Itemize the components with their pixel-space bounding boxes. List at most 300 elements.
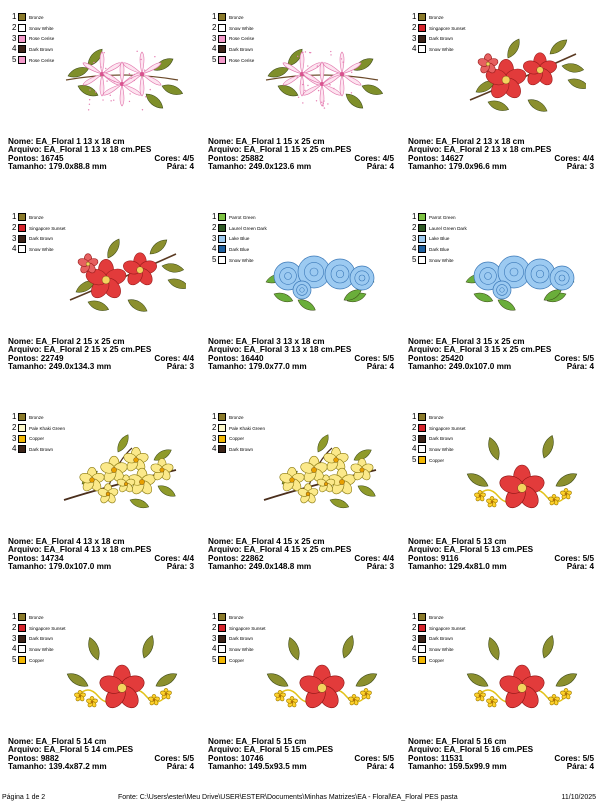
thread-color-swatch — [418, 256, 426, 264]
thread-color-number: 1 — [212, 12, 217, 22]
thread-color-swatch — [418, 245, 426, 253]
design-stitches: Pontos: 16745 — [8, 153, 64, 163]
design-stitches: Pontos: 14734 — [8, 553, 64, 563]
thread-color-number: 5 — [412, 255, 417, 265]
thread-color-name: Singapore Sunset — [29, 225, 66, 231]
thread-color-number: 2 — [212, 223, 217, 233]
design-name: Nome: EA_Floral 5 13 cm — [408, 537, 507, 546]
thread-color-name: Copper — [229, 436, 245, 442]
thread-color-swatch — [218, 235, 226, 243]
design-stops: Pára: 4 — [566, 561, 594, 571]
thread-color-name: Pale Khaki Green — [29, 425, 66, 431]
thread-color-item — [212, 212, 267, 223]
embroidery-preview — [58, 430, 186, 530]
thread-color-item — [212, 23, 254, 34]
thread-color-swatch — [18, 224, 26, 232]
design-name: Nome: EA_Floral 5 15 cm — [208, 737, 307, 746]
thread-color-name: Copper — [429, 457, 445, 463]
print-date: 11/10/2025 — [561, 794, 596, 801]
thread-color-legend — [12, 12, 54, 65]
thread-color-number: 3 — [412, 633, 417, 643]
design-stitches: Pontos: 9116 — [408, 553, 459, 563]
design-name: Nome: EA_Floral 3 13 x 18 cm — [208, 337, 325, 346]
design-file: Arquivo: EA_Floral 5 16 cm.PES — [408, 745, 534, 755]
thread-color-number: 1 — [412, 612, 417, 622]
thread-color-number: 1 — [212, 612, 217, 622]
thread-color-number: 4 — [12, 244, 17, 254]
thread-color-name: Parrot Green — [429, 214, 456, 220]
thread-color-number: 5 — [412, 655, 417, 665]
thread-color-swatch — [18, 645, 26, 653]
thread-color-item — [212, 44, 254, 55]
thread-color-name: Snow White — [229, 257, 254, 263]
thread-color-name: Copper — [29, 657, 45, 663]
design-stops: Pára: 4 — [166, 761, 194, 771]
design-stitches: Pontos: 25420 — [408, 353, 464, 363]
thread-color-number: 5 — [212, 655, 217, 665]
design-stitches: Pontos: 16440 — [208, 353, 264, 363]
thread-color-number: 3 — [12, 633, 17, 643]
design-name: Nome: EA_Floral 3 15 x 25 cm — [408, 337, 525, 346]
design-card — [400, 200, 596, 390]
thread-color-swatch — [218, 35, 226, 43]
flower-motif — [70, 237, 186, 315]
thread-color-swatch — [18, 24, 26, 32]
thread-color-name: Dark Brown — [229, 446, 253, 452]
design-stops: Pára: 3 — [566, 161, 594, 171]
thread-color-name: Rose Cerise — [229, 36, 255, 42]
flower-motif — [470, 37, 586, 115]
design-size: Tamanho: 149.5x93.5 mm — [208, 761, 307, 771]
thread-color-number: 3 — [12, 233, 17, 243]
design-card — [400, 400, 596, 590]
design-colors: Cores: 5/5 — [554, 353, 594, 363]
thread-color-name: Snow White — [429, 646, 454, 652]
thread-color-name: Snow White — [29, 646, 54, 652]
design-stops: Pára: 4 — [166, 161, 194, 171]
design-name: Nome: EA_Floral 2 15 x 25 cm — [8, 337, 125, 346]
thread-color-number: 3 — [212, 433, 217, 443]
thread-color-swatch — [18, 435, 26, 443]
design-info — [408, 738, 594, 771]
thread-color-number: 1 — [412, 12, 417, 22]
design-size: Tamanho: 179.0x107.0 mm — [8, 561, 112, 571]
design-info — [208, 538, 394, 571]
thread-color-swatch — [18, 613, 26, 621]
design-stitches: Pontos: 10746 — [208, 753, 264, 763]
design-colors: Cores: 5/5 — [354, 353, 394, 363]
thread-color-swatch — [418, 224, 426, 232]
design-size: Tamanho: 249.0x107.0 mm — [408, 361, 512, 371]
embroidery-preview — [458, 230, 586, 330]
embroidery-preview — [58, 630, 186, 730]
design-info — [8, 338, 194, 371]
thread-color-item — [212, 412, 265, 423]
design-card — [200, 0, 396, 190]
source-path: Fonte: C:\Users\ester\Meu Drive\USER\ESTER\Documents\Minhas Matrizes\EA - Floral\EA_Floral PES pasta — [118, 794, 458, 801]
thread-color-number: 2 — [12, 23, 17, 33]
thread-color-number: 5 — [412, 455, 417, 465]
thread-color-number: 3 — [212, 33, 217, 43]
design-file: Arquivo: EA_Floral 3 15 x 25 cm.PES — [408, 345, 552, 355]
design-info — [408, 338, 594, 371]
flower-motif — [66, 46, 184, 111]
thread-color-name: Snow White — [229, 25, 254, 31]
thread-color-name: Lake Blue — [429, 236, 450, 242]
thread-color-swatch — [418, 235, 426, 243]
thread-color-swatch — [418, 45, 426, 53]
design-card — [200, 600, 396, 790]
thread-color-name: Copper — [229, 657, 245, 663]
thread-color-number: 2 — [412, 223, 417, 233]
thread-color-swatch — [418, 424, 426, 432]
thread-color-swatch — [418, 35, 426, 43]
thread-color-swatch — [218, 56, 226, 64]
thread-color-number: 3 — [412, 33, 417, 43]
thread-color-item — [12, 612, 66, 623]
thread-color-number: 2 — [412, 623, 417, 633]
thread-color-swatch — [218, 656, 226, 664]
thread-color-swatch — [418, 13, 426, 21]
thread-color-name: Bronze — [429, 414, 444, 420]
thread-color-item — [12, 12, 54, 23]
thread-color-item — [412, 612, 466, 623]
thread-color-name: Singapore Sunset — [29, 625, 66, 631]
design-file: Arquivo: EA_Floral 4 13 x 18 cm.PES — [8, 545, 152, 555]
design-card — [0, 400, 196, 590]
thread-color-name: Bronze — [429, 14, 444, 20]
thread-color-swatch — [418, 213, 426, 221]
thread-color-swatch — [18, 35, 26, 43]
embroidery-preview — [458, 630, 586, 730]
embroidery-preview — [58, 30, 186, 130]
thread-color-name: Bronze — [29, 214, 44, 220]
design-size: Tamanho: 139.4x87.2 mm — [8, 761, 107, 771]
flower-motif — [64, 433, 177, 511]
thread-color-number: 4 — [412, 44, 417, 54]
design-card — [0, 0, 196, 190]
thread-color-number: 1 — [12, 212, 17, 222]
design-info — [208, 338, 394, 371]
embroidery-preview — [458, 30, 586, 130]
design-file: Arquivo: EA_Floral 2 15 x 25 cm.PES — [8, 345, 152, 355]
thread-color-number: 2 — [12, 423, 17, 433]
thread-color-name: Bronze — [29, 614, 44, 620]
design-stops: Pára: 4 — [366, 161, 394, 171]
design-file: Arquivo: EA_Floral 3 13 x 18 cm.PES — [208, 345, 352, 355]
thread-color-swatch — [418, 645, 426, 653]
thread-color-number: 3 — [12, 433, 17, 443]
thread-color-name: Dark Brown — [429, 36, 453, 42]
design-stops: Pára: 3 — [366, 561, 394, 571]
thread-color-number: 3 — [212, 633, 217, 643]
embroidery-preview — [258, 630, 386, 730]
thread-color-number: 4 — [212, 444, 217, 454]
thread-color-number: 3 — [412, 233, 417, 243]
design-colors: Cores: 5/5 — [354, 753, 394, 763]
design-file: Arquivo: EA_Floral 1 15 x 25 cm.PES — [208, 145, 352, 155]
thread-color-swatch — [418, 613, 426, 621]
thread-color-name: Dark Blue — [229, 246, 250, 252]
thread-color-name: Bronze — [229, 14, 244, 20]
thread-color-swatch — [218, 213, 226, 221]
thread-color-swatch — [18, 624, 26, 632]
design-card — [200, 400, 396, 590]
design-name: Nome: EA_Floral 1 13 x 18 cm — [8, 137, 125, 146]
thread-color-legend — [212, 12, 254, 65]
thread-color-name: Singapore Sunset — [429, 425, 466, 431]
thread-color-item — [12, 33, 54, 44]
design-colors: Cores: 4/4 — [554, 153, 594, 163]
thread-color-number: 2 — [12, 223, 17, 233]
thread-color-swatch — [18, 56, 26, 64]
thread-color-name: Dark Brown — [29, 636, 53, 642]
design-stops: Pára: 4 — [566, 361, 594, 371]
thread-color-number: 1 — [212, 212, 217, 222]
thread-color-number: 2 — [412, 23, 417, 33]
thread-color-swatch — [418, 24, 426, 32]
thread-color-name: Lake Blue — [229, 236, 250, 242]
thread-color-swatch — [418, 445, 426, 453]
design-size: Tamanho: 179.0x88.8 mm — [8, 161, 107, 171]
embroidery-preview — [258, 430, 386, 530]
design-stitches: Pontos: 25882 — [208, 153, 264, 163]
design-stitches: Pontos: 11531 — [408, 753, 464, 763]
design-size: Tamanho: 129.4x81.0 mm — [408, 561, 507, 571]
thread-color-name: Bronze — [229, 414, 244, 420]
design-info — [408, 538, 594, 571]
thread-color-swatch — [218, 445, 226, 453]
design-stops: Pára: 3 — [166, 561, 194, 571]
thread-color-name: Copper — [429, 657, 445, 663]
thread-color-name: Bronze — [429, 614, 444, 620]
thread-color-number: 1 — [412, 412, 417, 422]
design-file: Arquivo: EA_Floral 5 15 cm.PES — [208, 745, 334, 755]
design-size: Tamanho: 249.0x148.8 mm — [208, 561, 312, 571]
thread-color-name: Dark Brown — [429, 636, 453, 642]
thread-color-swatch — [218, 45, 226, 53]
thread-color-swatch — [218, 413, 226, 421]
thread-color-number: 2 — [212, 23, 217, 33]
embroidery-preview — [258, 230, 386, 330]
thread-color-swatch — [218, 435, 226, 443]
design-stops: Pára: 4 — [366, 761, 394, 771]
thread-color-swatch — [418, 624, 426, 632]
design-info — [208, 138, 394, 171]
thread-color-number: 4 — [12, 644, 17, 654]
design-name: Nome: EA_Floral 4 15 x 25 cm — [208, 537, 325, 546]
thread-color-swatch — [218, 24, 226, 32]
thread-color-number: 1 — [12, 412, 17, 422]
thread-color-item — [212, 612, 266, 623]
thread-color-name: Parrot Green — [229, 214, 256, 220]
design-file: Arquivo: EA_Floral 1 13 x 18 cm.PES — [8, 145, 152, 155]
thread-color-name: Dark Brown — [229, 636, 253, 642]
design-colors: Cores: 5/5 — [154, 753, 194, 763]
flower-motif — [266, 46, 384, 111]
design-stops: Pára: 4 — [566, 761, 594, 771]
thread-color-swatch — [218, 13, 226, 21]
thread-color-name: Snow White — [229, 646, 254, 652]
thread-color-swatch — [218, 245, 226, 253]
thread-color-swatch — [218, 256, 226, 264]
thread-color-swatch — [18, 245, 26, 253]
thread-color-name: Dark Brown — [229, 46, 253, 52]
thread-color-number: 5 — [212, 255, 217, 265]
design-colors: Cores: 4/5 — [154, 153, 194, 163]
embroidery-preview — [58, 230, 186, 330]
design-info — [408, 138, 594, 171]
design-colors: Cores: 5/5 — [554, 753, 594, 763]
thread-color-swatch — [218, 624, 226, 632]
flower-motif — [264, 433, 377, 511]
thread-color-swatch — [218, 645, 226, 653]
design-size: Tamanho: 249.0x123.6 mm — [208, 161, 312, 171]
thread-color-swatch — [218, 224, 226, 232]
thread-color-item — [412, 12, 466, 23]
thread-color-item — [12, 44, 54, 55]
flower-motif — [265, 634, 379, 712]
thread-color-name: Singapore Sunset — [229, 625, 266, 631]
design-card — [200, 200, 396, 390]
design-file: Arquivo: EA_Floral 4 15 x 25 cm.PES — [208, 545, 352, 555]
design-colors: Cores: 4/4 — [154, 553, 194, 563]
design-size: Tamanho: 249.0x134.3 mm — [8, 361, 112, 371]
design-info — [8, 538, 194, 571]
design-stops: Pára: 4 — [366, 361, 394, 371]
thread-color-swatch — [18, 213, 26, 221]
flower-motif — [265, 256, 376, 313]
thread-color-number: 4 — [212, 644, 217, 654]
thread-color-number: 1 — [212, 412, 217, 422]
thread-color-number: 5 — [212, 55, 217, 65]
thread-color-swatch — [418, 456, 426, 464]
thread-color-item — [12, 412, 65, 423]
thread-color-number: 4 — [212, 44, 217, 54]
thread-color-swatch — [18, 13, 26, 21]
thread-color-name: Pale Khaki Green — [229, 425, 266, 431]
design-card — [400, 0, 596, 190]
design-file: Arquivo: EA_Floral 2 13 x 18 cm.PES — [408, 145, 552, 155]
thread-color-swatch — [18, 445, 26, 453]
design-size: Tamanho: 159.5x99.9 mm — [408, 761, 507, 771]
design-info — [8, 138, 194, 171]
flower-motif — [465, 434, 579, 512]
thread-color-number: 3 — [212, 233, 217, 243]
thread-color-name: Dark Blue — [429, 246, 450, 252]
design-stitches: Pontos: 9882 — [8, 753, 59, 763]
design-stops: Pára: 3 — [166, 361, 194, 371]
embroidery-preview — [258, 30, 386, 130]
design-card — [400, 600, 596, 790]
thread-color-number: 2 — [12, 623, 17, 633]
design-file: Arquivo: EA_Floral 5 14 cm.PES — [8, 745, 134, 755]
thread-color-number: 4 — [212, 244, 217, 254]
thread-color-name: Bronze — [29, 414, 44, 420]
design-name: Nome: EA_Floral 4 13 x 18 cm — [8, 537, 125, 546]
design-stitches: Pontos: 14627 — [408, 153, 464, 163]
embroidery-preview — [458, 430, 586, 530]
thread-color-number: 1 — [412, 212, 417, 222]
thread-color-swatch — [218, 613, 226, 621]
thread-color-number: 4 — [412, 244, 417, 254]
thread-color-swatch — [418, 435, 426, 443]
thread-color-name: Laurel Green Dark — [429, 225, 467, 231]
thread-color-name: Rose Cerise — [29, 36, 55, 42]
thread-color-name: Bronze — [29, 14, 44, 20]
thread-color-item — [12, 23, 54, 34]
design-colors: Cores: 4/4 — [354, 553, 394, 563]
thread-color-item — [412, 412, 466, 423]
thread-color-swatch — [18, 235, 26, 243]
thread-color-number: 4 — [412, 644, 417, 654]
page-number: Página 1 de 2 — [2, 794, 46, 801]
thread-color-item — [12, 55, 54, 66]
thread-color-swatch — [418, 656, 426, 664]
thread-color-item — [12, 212, 66, 223]
thread-color-swatch — [418, 635, 426, 643]
thread-color-number: 3 — [412, 433, 417, 443]
design-colors: Cores: 5/5 — [554, 553, 594, 563]
design-info — [208, 738, 394, 771]
thread-color-swatch — [218, 635, 226, 643]
thread-color-item — [412, 212, 467, 223]
design-stitches: Pontos: 22862 — [208, 553, 264, 563]
design-file: Arquivo: EA_Floral 5 13 cm.PES — [408, 545, 534, 555]
design-size: Tamanho: 179.0x96.6 mm — [408, 161, 507, 171]
thread-color-swatch — [418, 413, 426, 421]
thread-color-number: 4 — [412, 444, 417, 454]
design-stitches: Pontos: 22749 — [8, 353, 64, 363]
thread-color-number: 2 — [412, 423, 417, 433]
flower-motif — [65, 634, 179, 712]
thread-color-swatch — [218, 424, 226, 432]
thread-color-name: Snow White — [429, 257, 454, 263]
thread-color-name: Dark Brown — [429, 436, 453, 442]
thread-color-name: Dark Brown — [29, 46, 53, 52]
thread-color-name: Laurel Green Dark — [229, 225, 267, 231]
thread-color-item — [212, 55, 254, 66]
flower-motif — [465, 256, 576, 313]
design-name: Nome: EA_Floral 5 16 cm — [408, 737, 507, 746]
thread-color-name: Bronze — [229, 614, 244, 620]
design-colors: Cores: 4/5 — [354, 153, 394, 163]
thread-color-name: Copper — [29, 436, 45, 442]
design-card — [0, 200, 196, 390]
thread-color-number: 1 — [12, 12, 17, 22]
thread-color-swatch — [18, 424, 26, 432]
design-name: Nome: EA_Floral 2 13 x 18 cm — [408, 137, 525, 146]
thread-color-name: Rose Cerise — [229, 57, 255, 63]
thread-color-swatch — [18, 656, 26, 664]
thread-color-name: Snow White — [29, 25, 54, 31]
thread-color-number: 5 — [12, 55, 17, 65]
thread-color-name: Singapore Sunset — [429, 25, 466, 31]
thread-color-number: 4 — [12, 44, 17, 54]
thread-color-name: Snow White — [429, 446, 454, 452]
thread-color-number: 4 — [12, 444, 17, 454]
thread-color-number: 2 — [212, 423, 217, 433]
thread-color-number: 1 — [12, 612, 17, 622]
thread-color-swatch — [18, 413, 26, 421]
design-size: Tamanho: 179.0x77.0 mm — [208, 361, 307, 371]
thread-color-name: Rose Cerise — [29, 57, 55, 63]
thread-color-number: 2 — [212, 623, 217, 633]
page-footer — [0, 793, 600, 803]
thread-color-name: Snow White — [429, 46, 454, 52]
design-name: Nome: EA_Floral 1 15 x 25 cm — [208, 137, 325, 146]
thread-color-name: Snow White — [29, 246, 54, 252]
